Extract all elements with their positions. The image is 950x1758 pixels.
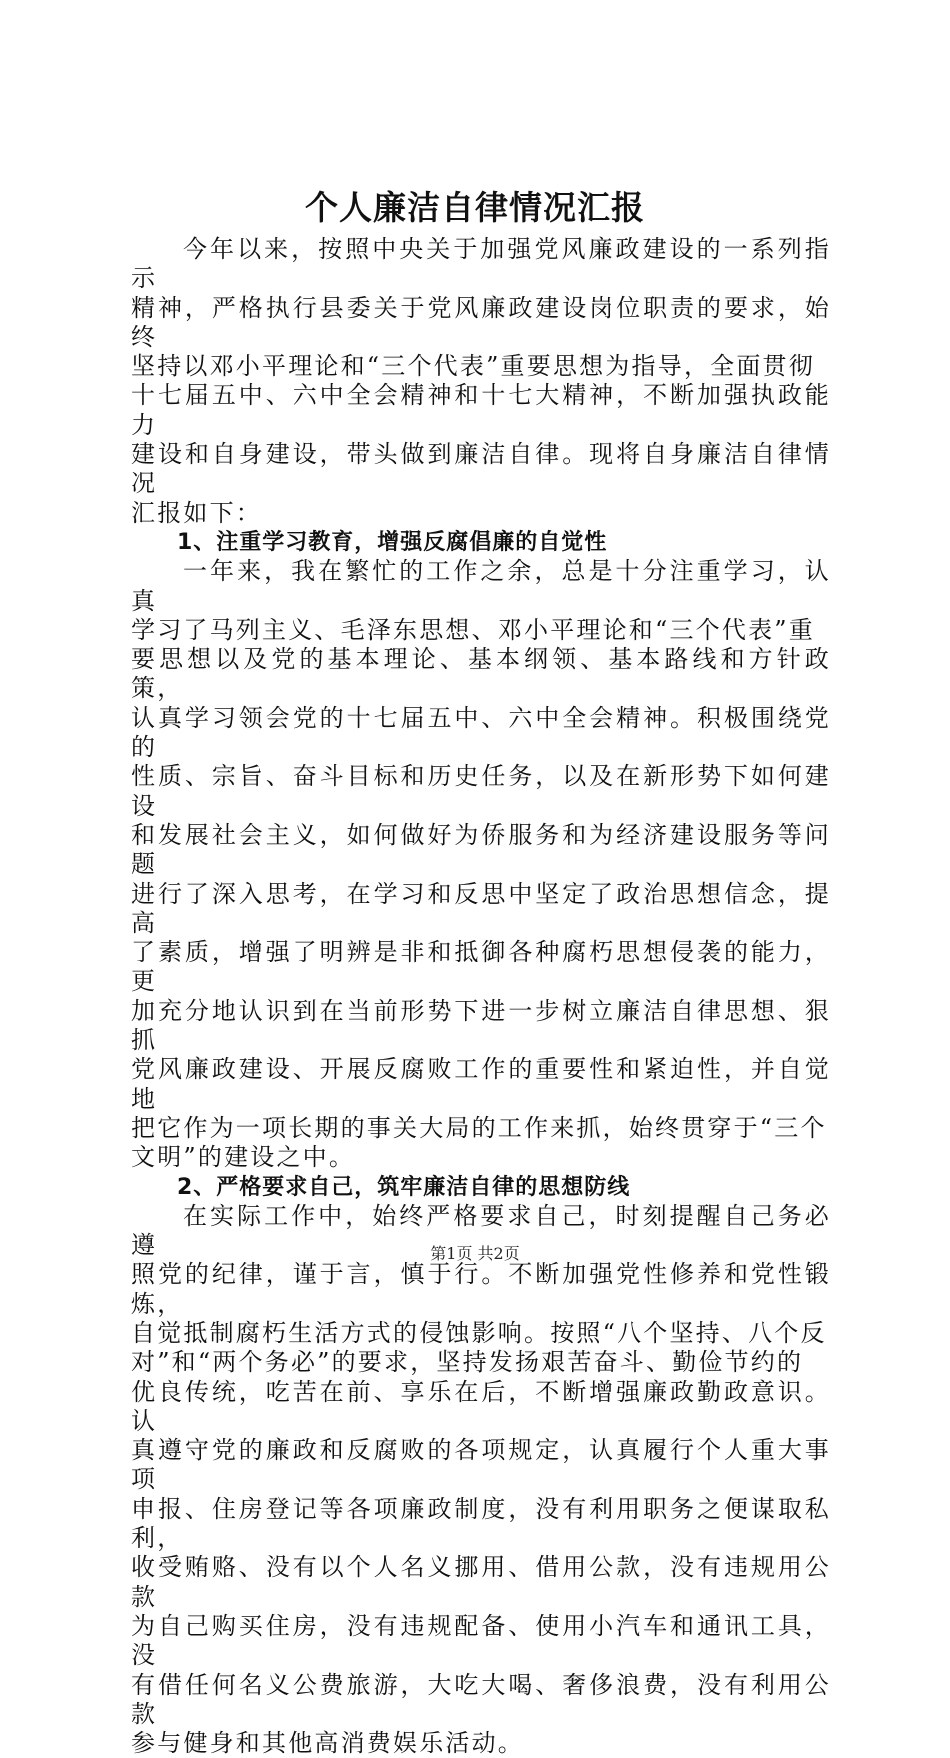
section-1-paragraph: 一年来，我在繁忙的工作之余，总是十分注重学习，认真 学习了马列主义、毛泽东思想、邓小平理论和“三个代表”重 要思想以及党的基本理论、基本纲领、基本路线和方针政策， 认真学习领会党的十七届五中、六中全会精神。积极围绕党的 性质、宗旨、奋斗目标和历史任务，以及在新形势下如何建设 和发展社会主义，如何做好为侨服务和为经济建设服务等问题 进行了深入思考，在学习和反思中坚定了政治思想信念，提高 了素质，增强了明辨是非和抵御各种腐朽思想侵袭的能力，更 加充分地认识到在当前形势下进一步树立廉洁自律思想、狠抓 党风廉政建设、开展反腐败工作的重要性和紧迫性，并自觉地 把它作为一项长期的事关大局的工作来抓，始终贯穿于“三个 文明”的建设之中。 (131, 557, 831, 1172)
intro-paragraph: 今年以来，按照中央关于加强党风廉政建设的一系列指示 精神，严格执行县委关于党风廉政建设岗位职责的要求，始终 坚持以邓小平理论和“三个代表”重要思想为指导，全面贯彻 十七届五中、六中全会精神和十七大精神，不断加强执政能力 建设和自身建设，带头做到廉洁自律。现将自身廉洁自律情况 汇报如下： (131, 235, 831, 527)
page-footer: 第1页 共2页 (430, 1244, 520, 1263)
document-title: 个人廉洁自律情况汇报 (305, 188, 645, 227)
section-2-heading: 2、严格要求自己，筑牢廉洁自律的思想防线 (177, 1174, 631, 1200)
section-1-heading: 1、注重学习教育，增强反腐倡廉的自觉性 (177, 529, 608, 555)
document-body (131, 235, 831, 1758)
section-2-paragraph: 在实际工作中，始终严格要求自己，时刻提醒自己务必遵 照党的纪律，谨于言，慎于行。不断加强党性修养和党性锻炼， 自觉抵制腐朽生活方式的侵蚀影响。按照“八个坚持、八个反 对”和“两个务必”的要求，坚持发扬艰苦奋斗、勤俭节约的 优良传统，吃苦在前、享乐在后，不断增强廉政勤政意识。认 真遵守党的廉政和反腐败的各项规定，认真履行个人重大事项 申报、住房登记等各项廉政制度，没有利用职务之便谋取私利， 收受贿赂、没有以个人名义挪用、借用公款，没有违规用公款 为自己购买住房，没有违规配备、使用小汽车和通讯工具，没 有借任何名义公费旅游，大吃大喝、奢侈浪费，没有利用公款 参与健身和其他高消费娱乐活动。 (131, 1201, 831, 1758)
